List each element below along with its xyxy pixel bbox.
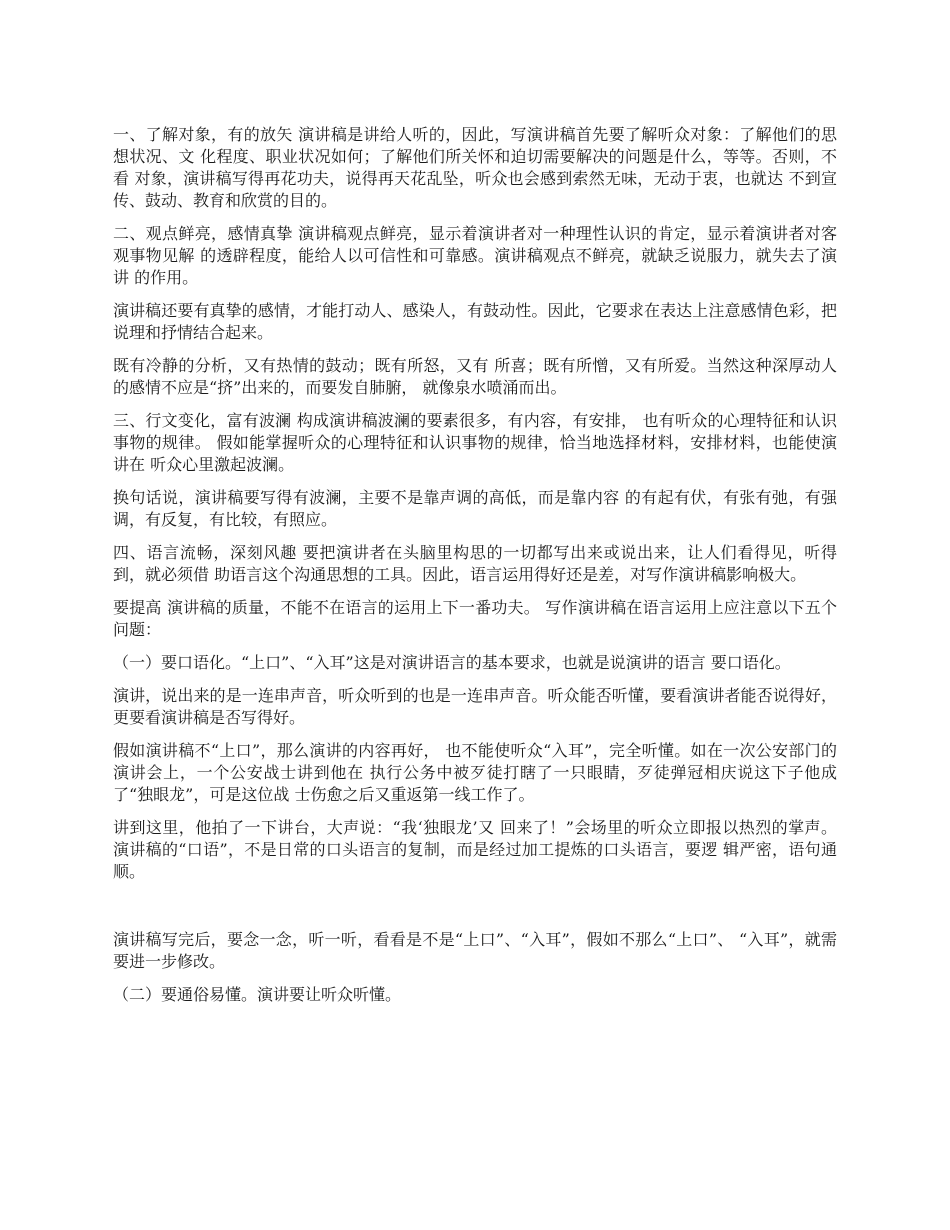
paragraph-clear-viewpoint: 二、观点鲜亮，感情真挚 演讲稿观点鲜亮，显示着演讲者对一种理性认识的肯定，显示着演讲者对客观事物见解 的透辟程度，能给人以可信性和可靠感。演讲稿观点不鲜亮，就缺乏说服力，就失去了演讲 的作用。 [113, 224, 837, 287]
paragraph-in-other-words: 换句话说，演讲稿要写得有波澜，主要不是靠声调的高低，而是靠内容 的有起有伏，有张有弛，有强调，有反复，有比较，有照应。 [113, 488, 837, 529]
paragraph-analysis-and-passion: 既有冷静的分析，又有热情的鼓动；既有所怒，又有 所喜；既有所憎，又有所爱。当然这种深厚动人的感情不应是“挤”出来的，而要发自肺腑， 就像泉水喷涌而出。 [113, 356, 837, 397]
document-body [113, 124, 837, 1017]
paragraph-understand-audience: 一、了解对象，有的放矢 演讲稿是讲给人听的，因此，写演讲稿首先要了解听众对象：了解他们的思想状况、文 化程度、职业状况如何；了解他们所关怀和迫切需要解决的问题是什么，等等。否则，不看 对象，演讲稿写得再花功夫，说得再天花乱坠，听众也会感到索然无味，无动于衷，也就达 不到宣传、鼓动、教育和欣赏的目的。 [113, 125, 837, 210]
paragraph-fluent-language: 四、语言流畅，深刻风趣 要把演讲者在头脑里构思的一切都写出来或说出来，让人们看得见，听得到，就必须借 助语言这个沟通思想的工具。因此，语言运用得好还是差，对写作演讲稿影响极大。 [113, 543, 837, 584]
paragraph-easy-to-understand: （二）要通俗易懂。演讲要让听众听懂。 [113, 985, 402, 1004]
paragraph-example-police: 假如演讲稿不“上口”，那么演讲的内容再好， 也不能使听众“入耳”，完全听懂。如在一次公安部门的演讲会上，一个公安战士讲到他在 执行公务中被歹徒打瞎了一只眼睛，歹徒弹冠相庆说这下子他成了“独眼龙”，可是这位战 士伤愈之后又重返第一线工作了。 [113, 741, 837, 804]
paragraph-read-aloud: 演讲稿写完后，要念一念，听一听，看看是不是“上口”、“入耳”，假如不那么“上口”、 “入耳”，就需要进一步修改。 [113, 930, 837, 971]
paragraph-sound-sequence: 演讲，说出来的是一连串声音，听众听到的也是一连串声音。听众能否听懂，要看演讲者能否说得好，更要看演讲稿是否写得好。 [113, 686, 837, 727]
paragraph-varied-writing: 三、行文变化，富有波澜 构成演讲稿波澜的要素很多，有内容，有安排， 也有听众的心理特征和认识事物的规律。 假如能掌握听众的心理特征和认识事物的规律，恰当地选择材料，安排材料，也能使演讲在 听众心里激起波澜。 [113, 411, 837, 474]
paragraph-sincere-emotion: 演讲稿还要有真挚的感情，才能打动人、感染人，有鼓动性。因此，它要求在表达上注意感情色彩，把说理和抒情结合起来。 [113, 301, 837, 342]
paragraph-improve-quality: 要提高 演讲稿的质量，不能不在语言的运用上下一番功夫。 写作演讲稿在语言运用上应注意以下五个问题： [113, 598, 837, 639]
paragraph-colloquial: （一）要口语化。“上口”、“入耳”这是对演讲语言的基本要求，也就是说演讲的语言 要口语化。 [113, 653, 791, 672]
paragraph-applause: 讲到这里，他拍了一下讲台，大声说：“我‘独眼龙’又 回来了！”会场里的听众立即报以热烈的掌声。 演讲稿的“口语”，不是日常的口头语言的复制，而是经过加工提炼的口头语言，要逻 辑严密，语句通顺。 [113, 818, 837, 881]
